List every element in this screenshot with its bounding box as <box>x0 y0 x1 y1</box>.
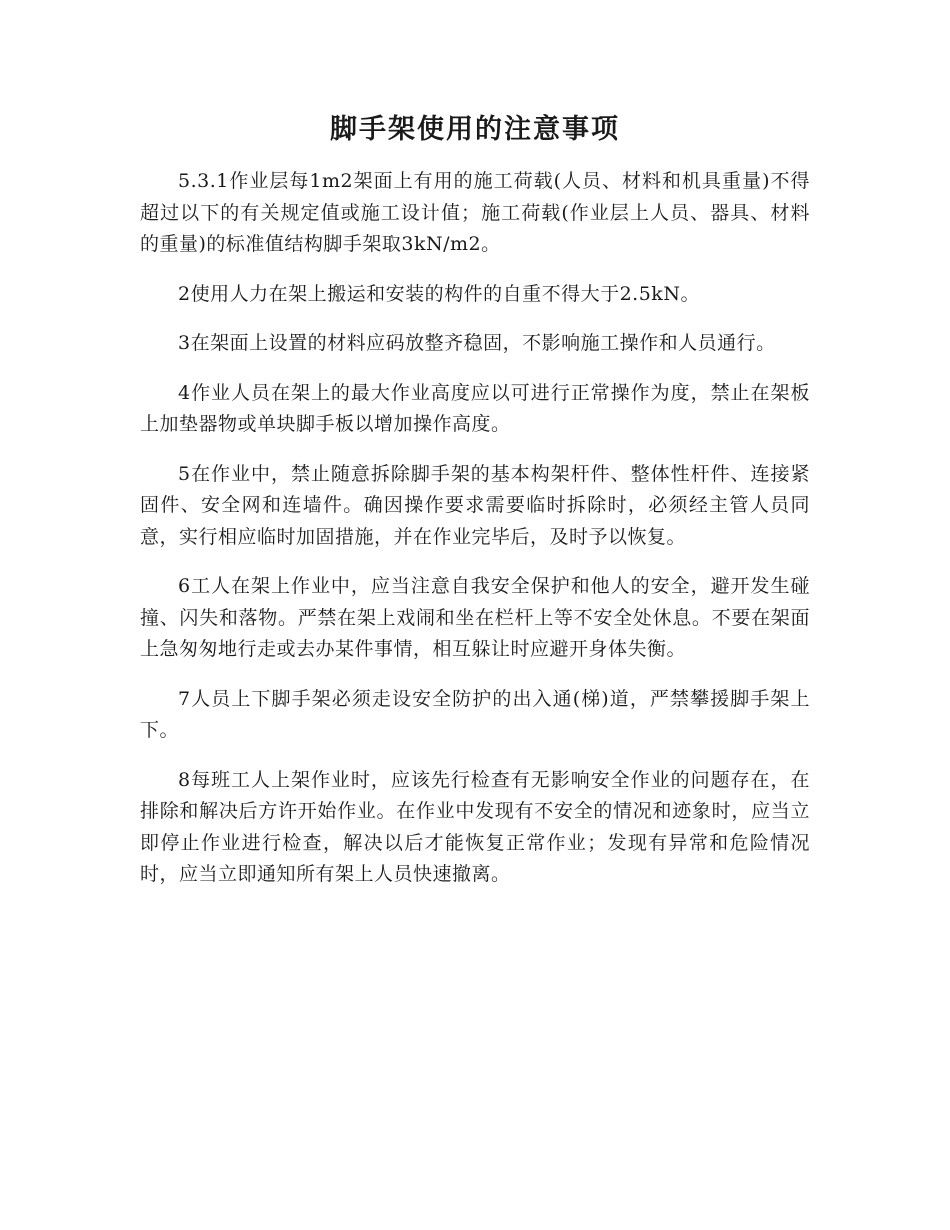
paragraph-8: 8每班工人上架作业时，应该先行检查有无影响安全作业的问题存在，在排除和解决后方许开始作业。在作业中发现有不安全的情况和迹象时，应当立即停止作业进行检查，解决以后才能恢复正常作业；发现有异常和危险情况时，应当立即通知所有架上人员快速撤离。 <box>140 768 810 885</box>
document-title: 脚手架使用的注意事项 <box>330 114 620 145</box>
paragraph-6: 6工人在架上作业中，应当注意自我安全保护和他人的安全，避开发生碰撞、闪失和落物。严禁在架上戏闹和坐在栏杆上等不安全处休息。不要在架面上急匆匆地行走或去办某件事情，相互躲让时应避开身体失衡。 <box>140 575 810 660</box>
paragraph-7: 7人员上下脚手架必须走设安全防护的出入通(梯)道，严禁攀援脚手架上下。 <box>140 687 810 741</box>
document-body <box>140 166 810 909</box>
paragraph-2: 2使用人力在架上搬运和安装的构件的自重不得大于2.5kN。 <box>178 282 700 305</box>
paragraph-5: 5在作业中，禁止随意拆除脚手架的基本构架杆件、整体性杆件、连接紧固件、安全网和连墙件。确因操作要求需要临时拆除时，必须经主管人员同意，实行相应临时加固措施，并在作业完毕后，及时予以恢复。 <box>140 462 810 548</box>
paragraph-3: 3在架面上设置的材料应码放整齐稳固，不影响施工操作和人员通行。 <box>178 332 776 354</box>
paragraph-5-3-1: 5.3.1作业层每1m2架面上有用的施工荷载(人员、材料和机具重量)不得超过以下的有关规定值或施工设计值；施工荷载(作业层上人员、器具、材料的重量)的标准值结构脚手架取3kN/m2。 <box>140 170 810 255</box>
paragraph-4: 4作业人员在架上的最大作业高度应以可进行正常操作为度，禁止在架板上加垫器物或单块脚手板以增加操作高度。 <box>140 381 810 435</box>
